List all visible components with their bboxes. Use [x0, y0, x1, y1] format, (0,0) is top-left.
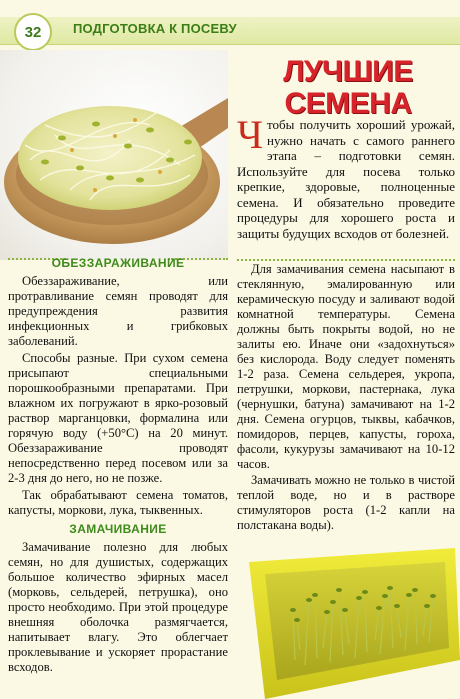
- title-line-2: СЕМЕНА: [284, 87, 412, 120]
- intro-text: тобы получить хороший урожай, нужно начать с самого раннего этапа – подготовки семян. Используйте для посева только крепкие, здоровые, полноценные семена. И обязательно проведите процедуры для хорошего роста и защиты будущих всходов от болезней.: [237, 117, 455, 241]
- sprouts-spoon-photo: [0, 50, 228, 260]
- sprouts-spoon-illustration: [0, 50, 228, 260]
- section-title: ПОДГОТОВКА К ПОСЕВУ: [73, 21, 237, 36]
- heading-soaking: ЗАМАЧИВАНИЕ: [69, 522, 167, 536]
- right-paragraph-2: Замачивать можно не только в чистой теплой воде, но и в растворе стимуляторов роста (1-2 капли на полстакана воды).: [237, 473, 455, 532]
- page-number-badge: [14, 13, 52, 51]
- heading-disinfection: ОБЕЗЗАРАЖИВАНИЕ: [51, 256, 185, 270]
- intro-paragraph: [237, 112, 455, 241]
- right-paragraph-1: Для замачивания семена насыпают в стеклянную, эмалированную или керамическую посуду и заливают водой комнатной температуры. Семена должны быть покрыты водой, но не залиты ею. Иначе они «задохнуться» без кислорода. Воду следует поменять 1-2 раза. Семена сельдерея, укропа, петрушки, моркови, пастернака, лука (чернушки, батуна) замачивают на 1-2 дня. Семена огурцов, тыквы, кабачков, помидоров, перцев, капусты, гороха, фасоли, кукурузы замачивают на 10-12 часов.: [237, 262, 455, 471]
- page-header: [0, 0, 460, 54]
- left-paragraph-1: Обеззараживание, или протравливание семян проводят для предупреждения развития инфекционных и грибковых заболеваний.: [8, 274, 228, 348]
- sprouts-tray-photo: [235, 540, 460, 699]
- left-paragraph-3: Так обрабатывают семена томатов, капусты, моркови, лука, тыквенных.: [8, 488, 228, 517]
- left-paragraph-4: Замачивание полезно для любых семян, но для душистых, содержащих большое количество эфирных масел (морковь, сельдерей, петрушка), оно просто необходимо. При этой процедуре внешняя оболочка размягчается, напитывает влагу. Это облегчает проклевывание и ускоряет прорастание всходов.: [8, 540, 228, 674]
- right-column: [237, 262, 455, 534]
- drop-cap: Ч: [237, 112, 263, 157]
- separator-right: [237, 259, 455, 261]
- page-number: 32: [24, 23, 42, 41]
- title-line-1: ЛУЧШИЕ: [283, 55, 413, 88]
- left-paragraph-2: Способы разные. При сухом семена присыпают специальными порошкообразными препаратами. При влажном их погружают в ярко-розовый раствор марганцовки, формалина или горячую воду (+50°C) на 20 минут. Обеззараживание проводят непосредственно перед посевом или за 2-3 дня до него, но не позже.: [8, 351, 228, 485]
- article-title: [258, 56, 438, 120]
- sprouts-tray-illustration: [235, 540, 460, 699]
- left-column: [8, 252, 228, 677]
